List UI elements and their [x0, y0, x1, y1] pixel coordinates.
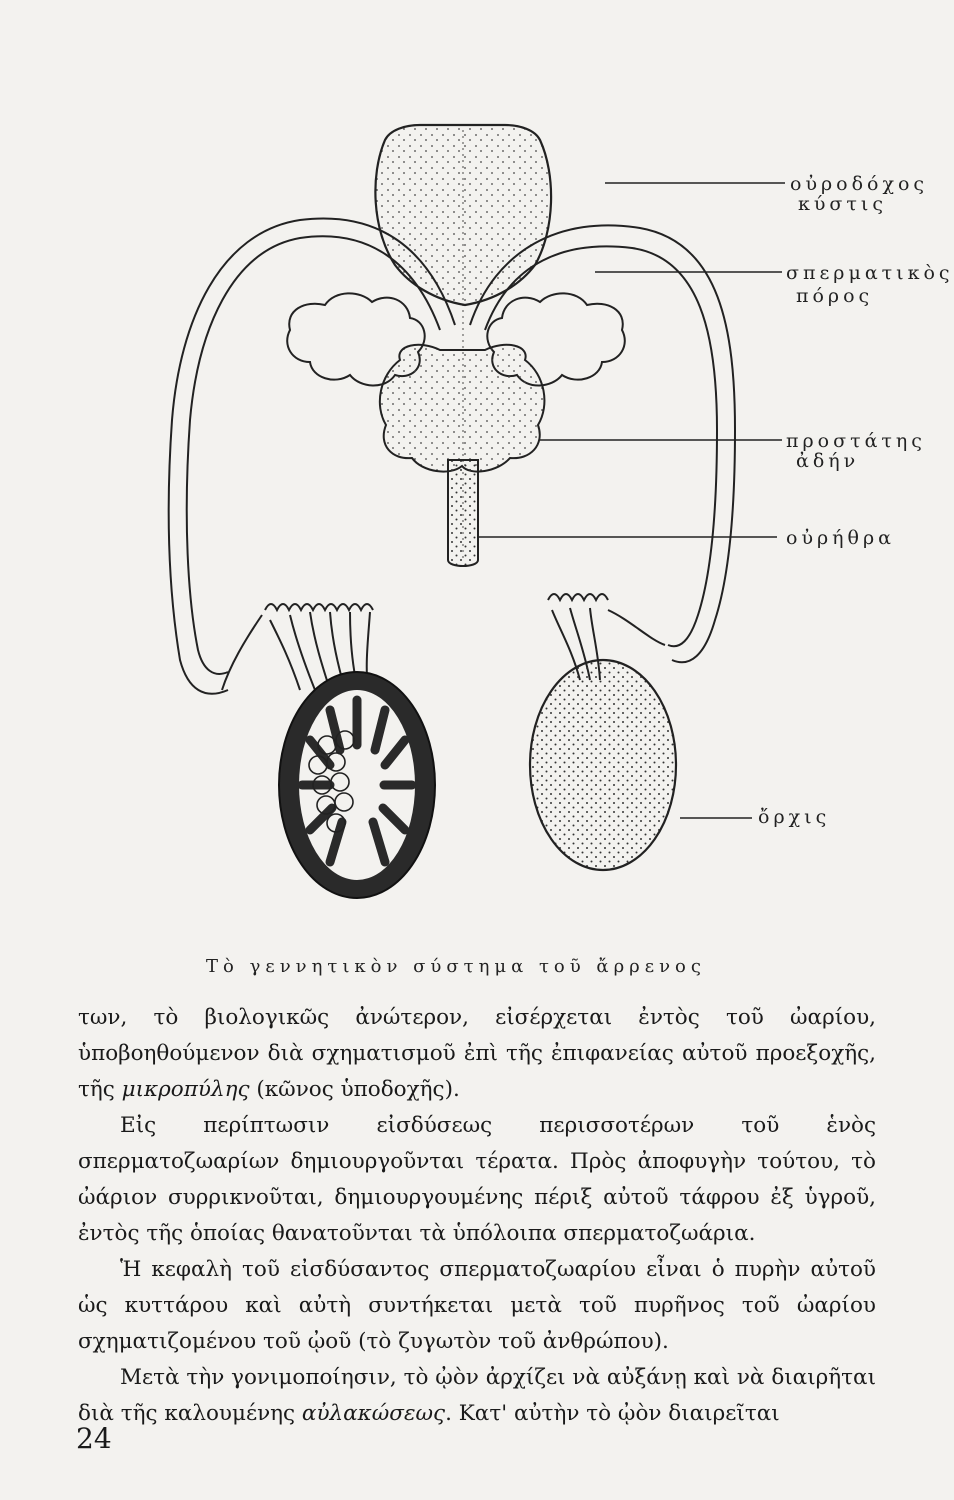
paragraph-1: των, τὸ βιολογικῶς ἀνώτερον, εἰσέρχεται ἐντὸς τοῦ ὠαρίου, ὑποβοηθούμενον διὰ σχηματισμοῦ ἐπὶ τῆς ἐπιφανείας αὐτοῦ προεξοχῆς, τῆς μικροπύλης (κῶνος ὑποδοχῆς). [78, 1005, 876, 1102]
emphasis-cleavage: αὐλακώσεως [301, 1401, 446, 1426]
right-testis-drawing [530, 660, 676, 870]
prostate-drawing [380, 345, 545, 472]
label-bladder-line1: οὐροδόχος [790, 173, 929, 195]
label-bladder-line2: κύστις [798, 193, 887, 215]
left-testis-section-drawing [279, 672, 435, 898]
paragraph-3: Ἡ κεφαλὴ τοῦ εἰσδύσαντος σπερματοζωαρίου εἶναι ὁ πυρὴν αὐτοῦ ὡς κυττάρου καὶ αὐτὴ συντήκεται μετὰ τοῦ πυρῆνος τοῦ ὠαρίου σχηματιζομένου τοῦ ᾠοῦ (τὸ ζυγωτὸν τοῦ ἀνθρώπου). [78, 1257, 876, 1354]
figure-caption: Τὸ γεννητικὸν σύστημα τοῦ ἄρρενος [206, 956, 706, 977]
label-prostate-line1: προστάτης [786, 430, 926, 452]
body-text [78, 1000, 876, 1432]
label-urethra: οὐρήθρα [786, 527, 895, 549]
label-testis: ὄρχις [758, 806, 831, 828]
paragraph-2: Εἰς περίπτωσιν εἰσδύσεως περισσοτέρων τοῦ ἑνὸς σπερματοζωαρίων δημιουργοῦνται τέρατα. Πρὸς ἀποφυγὴν τούτου, τὸ ὠάριον συρρικνοῦται, δημιουργουμένης πέριξ αὐτοῦ τάφρου ἐξ ὑγροῦ, ἐντὸς τῆς ὁποίας θανατοῦνται τὰ ὑπόλοιπα σπερματοζωάρια. [78, 1113, 876, 1246]
label-prostate-line2: ἀδήν [796, 450, 860, 472]
paragraph-4: Μετὰ τὴν γονιμοποίησιν, τὸ ᾠὸν ἀρχίζει νὰ αὐξάνῃ καὶ νὰ διαιρῆται διὰ τῆς καλουμένης αὐλακώσεως. Κατ' αὐτὴν τὸ ᾠὸν διαιρεῖται [78, 1365, 876, 1426]
label-sperm-duct-line1: σπερματικὸς [786, 262, 954, 284]
label-sperm-duct-line2: πόρος [796, 285, 874, 307]
emphasis-micropyle: μικροπύλης [121, 1077, 250, 1102]
page-number: 24 [76, 1422, 112, 1455]
